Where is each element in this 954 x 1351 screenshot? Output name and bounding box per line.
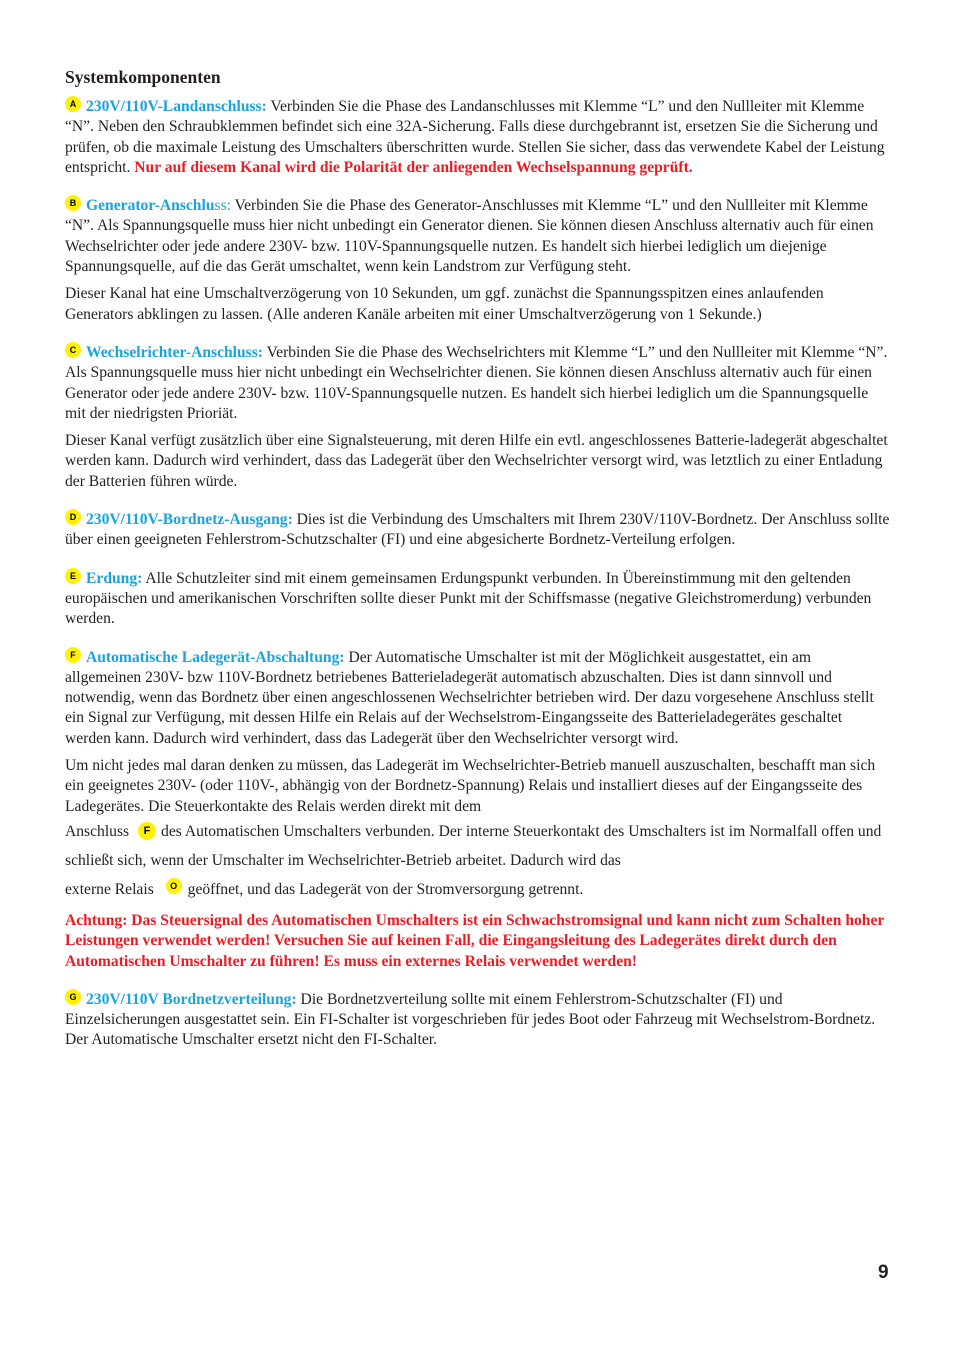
section-landanschluss — [65, 96, 891, 178]
section-text: Alle Schutzleiter sind mit einem gemeinsamen Erdungspunkt verbunden. In Übereinstimmung mit den geltenden europäischen und amerikanischen Vorschriften sollte dieser Punkt mit der Schiffsmasse (negative Gleichstromerdung) verbunden werden. — [65, 569, 872, 628]
section-paragraph — [65, 342, 891, 424]
marker-e-badge: E — [65, 568, 81, 584]
section-extra-paragraph: Dieser Kanal verfügt zusätzlich über eine Signalsteuerung, mit deren Hilfe ein evtl. angeschlossenes Batterie-ladegerät abgeschaltet werden kann. Dadurch wird verhindert, dass das Ladegerät über den Wechselrichter versorgt wird, was letztlich zu einer Entladung der Batterien führen würde. — [65, 432, 888, 490]
warning-text: Achtung: Das Steuersignal des Automatischen Umschalters ist ein Schwachstromsignal und kann nicht zum Schalten hoher Leistungen verwendet werden! Versuchen Sie auf keinen Fall, die Eingangsleitung des Ladegerätes direkt durch den Automatischen Umschalter zu führen! Es muss ein externes Relais verwendet werden! — [65, 911, 885, 970]
section-text: Dies ist die Verbindung des Umschalters mit Ihrem 230V/110V-Bordnetz. Der Anschluss sollte über einen geeigneten Fehlerstrom-Schutzschalter (FI) und eine abgesicherte Bordnetz-Verteilung erfolgen. — [65, 511, 890, 549]
section-text: Verbinden Sie die Phase des Landanschlusses mit Klemme “L” und den Nullleiter mit Klemme “N”. Neben den Schraubklemmen befindet sich eine 32A-Sicherung. Falls diese durchgebrannt ist, ersetzen Sie die Sicherung und prüfen, ob die maximale Leistung des Umschalters überschritten wurde. Stellen Sie sicher, dass das verwendete Kabel der Leistung entspricht. — [65, 98, 885, 176]
section-heading: Erdung: — [86, 569, 143, 587]
section-text: Die Bordnetzverteilung sollte mit einem Fehlerstrom-Schutzschalter (FI) und Einzelsicherungen ausgestattet sein. Ein FI-Schalter ist vorgeschrieben für jedes Boot oder Fahrzeug mit Wechselstrom-Bordnetz. Der Automatische Umschalter ersetzt nicht den FI-Schalter. — [65, 990, 876, 1049]
section-heading: 230V/110V-Bordnetz-Ausgang: — [86, 511, 293, 529]
section-paragraph — [65, 195, 891, 277]
marker-o-badge: O — [166, 878, 182, 894]
marker-a-badge: A — [65, 96, 81, 112]
section-heading: Wechselrichter-Anschluss: — [86, 343, 263, 361]
section-paragraph — [65, 509, 891, 551]
marker-d-badge: D — [65, 509, 81, 525]
section-text: Verbinden Sie die Phase des Wechselrichters mit Klemme “L” und den Nullleiter mit Klemme “N”. Als Spannungsquelle muss hier nicht unbedingt ein Wechselrichter dienen. Sie können diesen Anschluss alternativ auch für einen Generator oder jede andere 230V- bzw. 110V-Spannungsquelle nutzen. Es handelt sich hierbei lediglich um die Spannungsquelle mit der niedrigsten Prioriät. — [65, 343, 888, 422]
warning-text: Nur auf diesem Kanal wird die Polarität der anliegenden Wechselspannung geprüft. — [134, 158, 693, 176]
section-extra-paragraph — [65, 756, 891, 904]
section-heading: Automatische Ladegerät-Abschaltung: — [86, 648, 345, 666]
page-content — [65, 66, 891, 1068]
relay-line-b-post: geöffnet, und das Ladegerät von der Stromversorgung getrennt. — [187, 880, 584, 898]
relay-line-a-pre: Anschluss — [65, 822, 134, 840]
section-heading-tail: ss: — [214, 197, 231, 215]
section-generator — [65, 195, 891, 325]
relay-line-b-pre: externe Relais — [65, 880, 158, 898]
page-number: 9 — [878, 1262, 889, 1283]
marker-f-inline-badge: F — [138, 822, 156, 840]
section-bordnetzverteilung — [65, 989, 891, 1051]
section-paragraph — [65, 96, 891, 178]
section-text: Der Automatische Umschalter ist mit der Möglichkeit ausgestattet, ein am allgemeinen 230V- bzw 110V-Bordnetz betriebenes Batterieladegerät automatisch abzuschalten. Dies ist dann sinnvoll und notwendig, wenn das Bordnetz über einen angeschlossenen Wechselrichter betrieben wird. Der dazu vorgesehene Anschluss stellt ein Signal zur Verfügung, mit dessen Hilfe ein Relais auf der Wechselstrom-Eingangsseite des Batterieladegerätes geschaltet werden kann. Dadurch wird verhindert, dass das Ladegerät über den Wechselrichter versorgt wird. — [65, 648, 874, 747]
section-ladegeraet-abschaltung — [65, 647, 891, 972]
section-paragraph — [65, 989, 891, 1051]
section-heading: 230V/110V-Landanschluss: — [86, 98, 267, 115]
marker-c-badge: C — [65, 342, 81, 358]
section-paragraph — [65, 568, 891, 630]
section-erdung — [65, 568, 891, 630]
section-paragraph — [65, 647, 891, 749]
relay-line-a-post: des Automatischen Umschalters verbunden. Der interne Steuerkontakt des Umschalters ist im Normalfall offen und schließt sich, wenn der Umschalter im Wechselrichter-Betrieb arbeitet. Dadurch wird das — [65, 822, 882, 869]
section-text: Verbinden Sie die Phase des Generator-Anschlusses mit Klemme “L” und den Nullleiter mit Klemme “N”. Als Spannungsquelle muss hier nicht unbedingt ein Generator dienen. Sie können diesen Anschluss alternativ auch für einen Wechselrichter oder jede andere 230V- bzw. 110V-Spannungsquelle nutzen. Es handelt sich hierbei lediglich um diejenige Spannungsquelle, auf die das Gerät umschaltet, wenn kein Landstrom zur Verfügung steht. — [65, 197, 874, 276]
relay-text: Um nicht jedes mal daran denken zu müssen, das Ladegerät im Wechselrichter-Betrieb manuell auszuschalten, beschafft man sich ein geeignetes 230V- (oder 110V-, abhängig von der Bordnetz-Spannung) Relais und installiert dieses auf der Eingangsseite des Ladegerätes. Die Steuerkontakte des Relais werden direkt mit dem — [65, 757, 876, 815]
section-wechselrichter — [65, 342, 891, 492]
section-extra-paragraph: Dieser Kanal hat eine Umschaltverzögerung von 10 Sekunden, um ggf. zunächst die Spannungsspitzen eines anlaufenden Generators abklingen zu lassen. (Alle anderen Kanäle arbeiten mit einer Umschaltverzögerung von 1 Sekunde.) — [65, 285, 824, 323]
page-title: Systemkomponenten — [65, 67, 221, 87]
section-heading: 230V/110V Bordnetzverteilung: — [86, 990, 297, 1008]
relay-line-b — [65, 881, 583, 898]
section-bordnetz-ausgang — [65, 509, 891, 551]
section-heading: Generator-Anschlu — [86, 197, 215, 215]
marker-f-badge: F — [65, 647, 81, 663]
marker-g-badge: G — [65, 989, 81, 1005]
marker-b-badge: B — [65, 195, 81, 211]
relay-line-a — [65, 823, 881, 869]
